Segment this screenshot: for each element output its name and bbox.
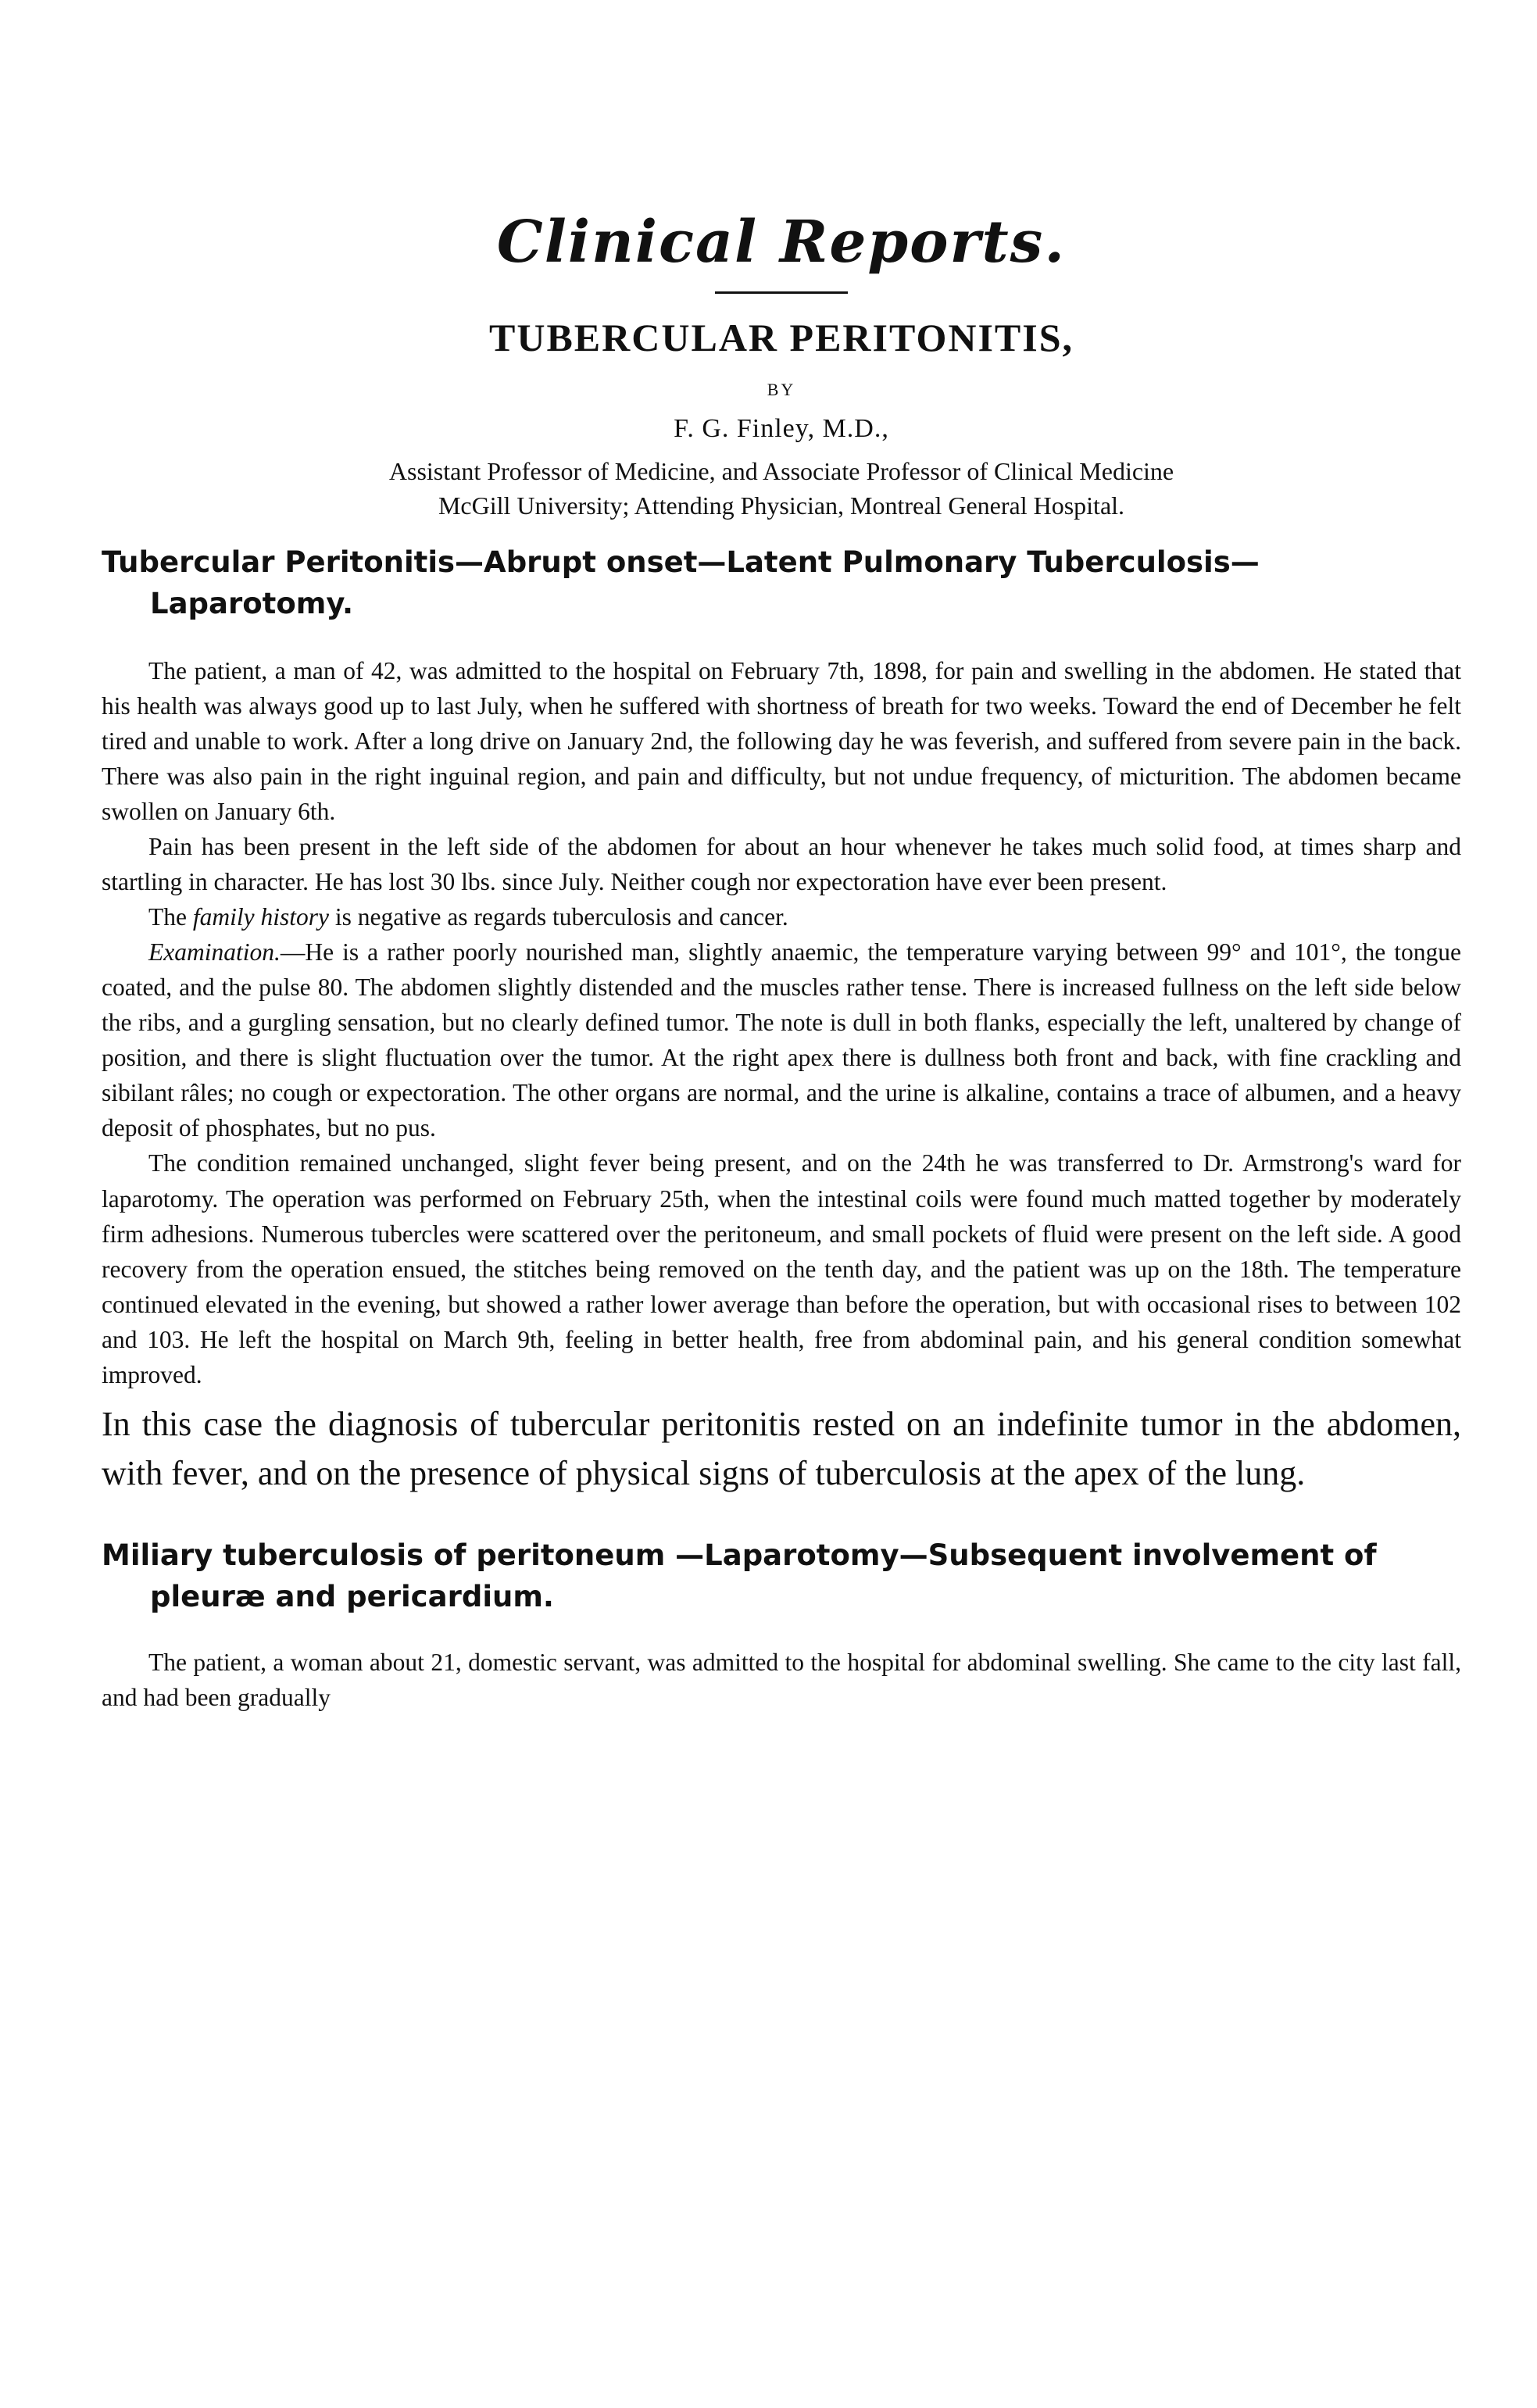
- author-name: F. G. Finley, M.D.,: [674, 414, 889, 444]
- case-2-paragraph-1: The patient, a woman about 21, domestic servant, was admitted to the hospital for abdominal swelling. She came to the city last fall, and had been gradually: [102, 1648, 1461, 1711]
- journal-page: [102, 211, 1461, 1715]
- case-1-conclusion: In this case the diagnosis of tubercular peritonitis rested on an indefinite tumor in the abdomen, with fever, and on the presence of physical signs of tuberculosis at the apex of the lung.: [102, 1404, 1461, 1492]
- family-history-prefix: The: [148, 903, 193, 931]
- examination-text: —He is a rather poorly nourished man, slightly anaemic, the temperature varying between 99° and 101°, the tongue coated, and the pulse 80. The abdomen slightly distended and the muscles rather tense. There is increased fullness on the left side below the ribs, and a gurgling sensation, but no clearly defined tumor. The note is dull in both flanks, especially the left, unaltered by change of position, and there is slight fluctuation over the tumor. At the right apex there is dullness both front and back, with fine crackling and sibilant râles; no cough or expectoration. The other organs are normal, and the urine is alkaline, contains a trace of albumen, and a heavy deposit of phosphates, but no pus.: [102, 938, 1461, 1142]
- author-affiliation: [102, 455, 1461, 522]
- by-line: BY: [767, 380, 796, 400]
- family-history-term: family history: [192, 903, 329, 931]
- case-2-heading: Miliary tuberculosis of peritoneum —Laparotomy—Subsequent involvement of pleuræ and pericardium.: [102, 1538, 1377, 1614]
- examination-term: Examination.: [148, 938, 281, 966]
- affiliation-line-1: Assistant Professor of Medicine, and Associate Professor of Clinical Medicine: [388, 457, 1174, 486]
- title-divider: [715, 291, 848, 294]
- case-1-paragraph-4: [102, 934, 1461, 1145]
- case-1-paragraph-2: Pain has been present in the left side of the abdomen for about an hour whenever he takes much solid food, at times sharp and startling in character. He has lost 30 lbs. since July. Neither cough nor expectoration have ever been present.: [102, 833, 1461, 896]
- section-title: Clinical Reports.: [496, 209, 1067, 276]
- case-1-paragraph-1: The patient, a man of 42, was admitted to the hospital on February 7th, 1898, for pain and swelling in the abdomen. He stated that his health was always good up to last July, when he suffered with shortness of breath for two weeks. Toward the end of December he felt tired and unable to work. After a long drive on January 2nd, the following day he was feverish, and suffered from severe pain in the back. There was also pain in the right inguinal region, and pain and difficulty, but not undue frequency, of micturition. The abdomen became swollen on January 6th.: [102, 657, 1461, 826]
- article-title: TUBERCULAR PERITONITIS,: [488, 316, 1074, 360]
- family-history-text: is negative as regards tuberculosis and cancer.: [328, 903, 788, 931]
- case-1-paragraph-3: [102, 899, 1461, 934]
- affiliation-line-2: McGill University; Attending Physician, Montreal General Hospital.: [438, 491, 1125, 520]
- case-1-paragraph-5: The condition remained unchanged, slight fever being present, and on the 24th he was transferred to Dr. Armstrong's ward for laparotomy. The operation was performed on February 25th, when the intestinal coils were found much matted together by moderately firm adhesions. Numerous tubercles were scattered over the peritoneum, and small pockets of fluid were present on the left side. A good recovery from the operation ensued, the stitches being removed on the tenth day, and the patient was up on the 18th. The temperature continued elevated in the evening, but showed a rather lower average than before the operation, but with occasional rises to between 102 and 103. He left the hospital on March 9th, feeling in better health, free from abdominal pain, and his general condition somewhat improved.: [102, 1149, 1461, 1388]
- case-1-heading: Tubercular Peritonitis—Abrupt onset—Latent Pulmonary Tuberculosis—Laparotomy.: [102, 545, 1260, 621]
